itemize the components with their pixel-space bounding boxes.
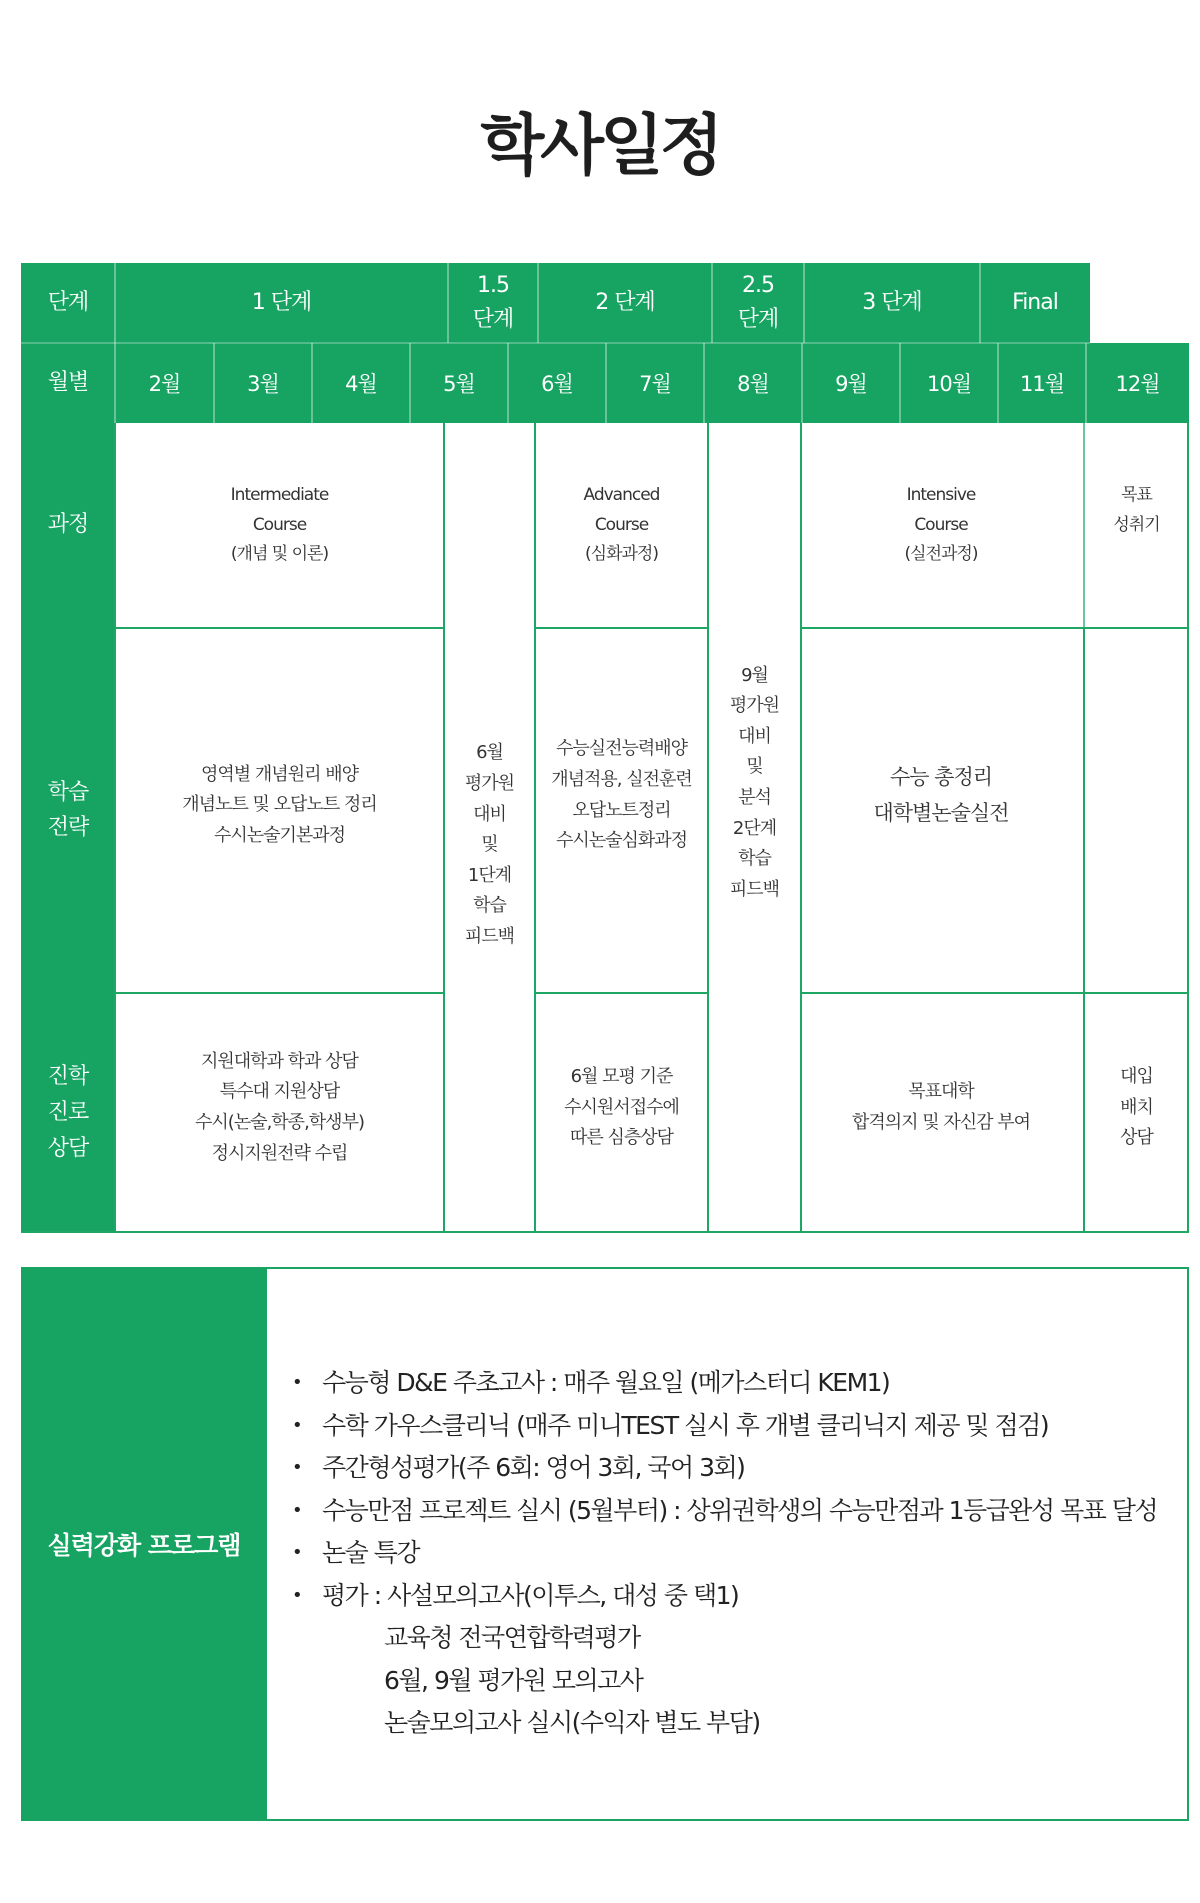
month-cell: 6월	[508, 343, 606, 423]
list-item	[292, 1362, 1172, 1405]
list-item	[292, 1447, 1172, 1490]
strategy-stage-2: 수능실전능력배양 개념적용, 실전훈련 오답노트정리 수시논술심화과정	[535, 628, 708, 993]
divider	[801, 627, 1189, 629]
month-cell: 5월	[410, 343, 508, 423]
course-final: 목표 성취기	[1084, 423, 1189, 628]
list-item-text: 논술 특강	[322, 1538, 420, 1567]
divider	[114, 423, 116, 1233]
divider	[115, 627, 444, 629]
divider	[535, 992, 708, 994]
row-label-course: 과정	[21, 423, 115, 628]
list-sub-item: 6월, 9월 평가원 모의고사	[384, 1665, 643, 1695]
divider	[213, 343, 215, 423]
divider	[443, 423, 445, 1233]
month-cell: 10월	[900, 343, 998, 423]
strategy-stage-1: 영역별 개념원리 배양 개념노트 및 오답노트 정리 수시논술기본과정	[115, 628, 444, 993]
bullet: •	[292, 1372, 302, 1393]
divider	[1085, 343, 1087, 423]
header-month-label: 월별	[21, 343, 115, 423]
divider	[1083, 423, 1085, 628]
list-item-text: 수능형 D&E 주초고사 : 매주 월요일 (메가스터디 KEM1)	[322, 1368, 890, 1397]
divider	[535, 627, 708, 629]
header-stage-label: 단계	[21, 263, 115, 343]
divider	[703, 343, 705, 423]
divider	[409, 343, 411, 423]
bullet: •	[292, 1542, 302, 1563]
divider	[1083, 628, 1085, 1233]
divider	[1187, 423, 1189, 1233]
counsel-stage-1: 지원대학과 학과 상담 특수대 지원상담 수시(논술,학종,학생부) 정시지원전략 수립	[115, 993, 444, 1233]
strategy-stage-3: 수능 총정리 대학별논술실전	[801, 628, 1081, 993]
bullet: •	[292, 1414, 302, 1436]
divider	[711, 263, 713, 343]
month-cell: 9월	[802, 343, 900, 423]
divider	[534, 423, 536, 1233]
counsel-stage-2: 6월 모평 기준 수시원서접수에 따른 심층상담	[535, 993, 708, 1233]
month-cell: 12월	[1086, 343, 1189, 423]
divider	[447, 263, 449, 343]
program-list	[292, 1362, 1172, 1745]
divider	[115, 992, 444, 994]
month-cell: 11월	[998, 343, 1086, 423]
divider	[507, 343, 509, 423]
page-title: 학사일정	[480, 107, 720, 184]
month-cell: 2월	[115, 343, 214, 423]
stage-1: 1 단계	[115, 263, 448, 343]
month-cell: 7월	[606, 343, 704, 423]
divider	[979, 263, 981, 343]
row-label-counsel: 진학 진로 상담	[21, 993, 115, 1233]
course-stage-2: Advanced Course (심화과정)	[535, 423, 708, 628]
divider	[537, 263, 539, 343]
stage-2: 2 단계	[538, 263, 712, 343]
divider	[21, 342, 1090, 344]
divider	[997, 343, 999, 423]
divider	[605, 343, 607, 423]
list-item-text: 수학 가우스클리닉 (매주 미니TEST 실시 후 개별 클리닉지 제공 및 점검)	[322, 1410, 1049, 1440]
month-cell: 4월	[312, 343, 410, 423]
counsel-final: 대입 배치 상담	[1084, 993, 1189, 1233]
divider	[311, 343, 313, 423]
divider	[707, 423, 709, 1233]
list-item-text: 평가 : 사설모의고사(이투스, 대성 중 택1)	[322, 1580, 739, 1610]
list-sub-item: 교육청 전국연합학력평가	[384, 1623, 640, 1652]
program-label: 실력강화 프로그램	[21, 1267, 267, 1821]
list-item-text: 주간형성평가(주 6회: 영어 3회, 국어 3회)	[322, 1453, 745, 1482]
list-item	[292, 1405, 1172, 1448]
stage-3: 3 단계	[804, 263, 980, 343]
divider	[801, 992, 1189, 994]
stage-final: Final	[980, 263, 1090, 343]
feedback-stage-2-5: 9월 평가원 대비 및 분석 2단계 학습 피드백	[708, 423, 801, 1233]
bullet: •	[292, 1499, 302, 1521]
divider	[803, 263, 805, 343]
stage-2-5: 2.5 단계	[712, 263, 804, 343]
month-cell: 8월	[704, 343, 802, 423]
list-sub-item: 논술모의고사 실시(수익자 별도 부담)	[384, 1708, 760, 1737]
month-cell: 3월	[214, 343, 312, 423]
stage-1-5: 1.5 단계	[448, 263, 538, 343]
course-stage-3: Intensive Course (실전과정)	[801, 423, 1081, 628]
row-label-strategy: 학습 전략	[21, 628, 115, 993]
divider	[21, 1231, 1189, 1233]
feedback-stage-1-5: 6월 평가원 대비 및 1단계 학습 피드백	[444, 423, 535, 1233]
bullet: •	[292, 1584, 302, 1606]
counsel-stage-3: 목표대학 합격의지 및 자신감 부여	[801, 993, 1081, 1233]
bullet: •	[292, 1457, 302, 1478]
divider	[800, 423, 802, 1233]
course-stage-1: Intermediate Course (개념 및 이론)	[115, 423, 444, 628]
list-item	[292, 1575, 1172, 1618]
list-item	[292, 1532, 1172, 1575]
divider	[801, 343, 803, 423]
list-item	[292, 1490, 1172, 1533]
list-item-text: 수능만점 프로젝트 실시 (5월부터) : 상위권학생의 수능만점과 1등급완성 목표 달성	[322, 1495, 1158, 1525]
divider	[899, 343, 901, 423]
